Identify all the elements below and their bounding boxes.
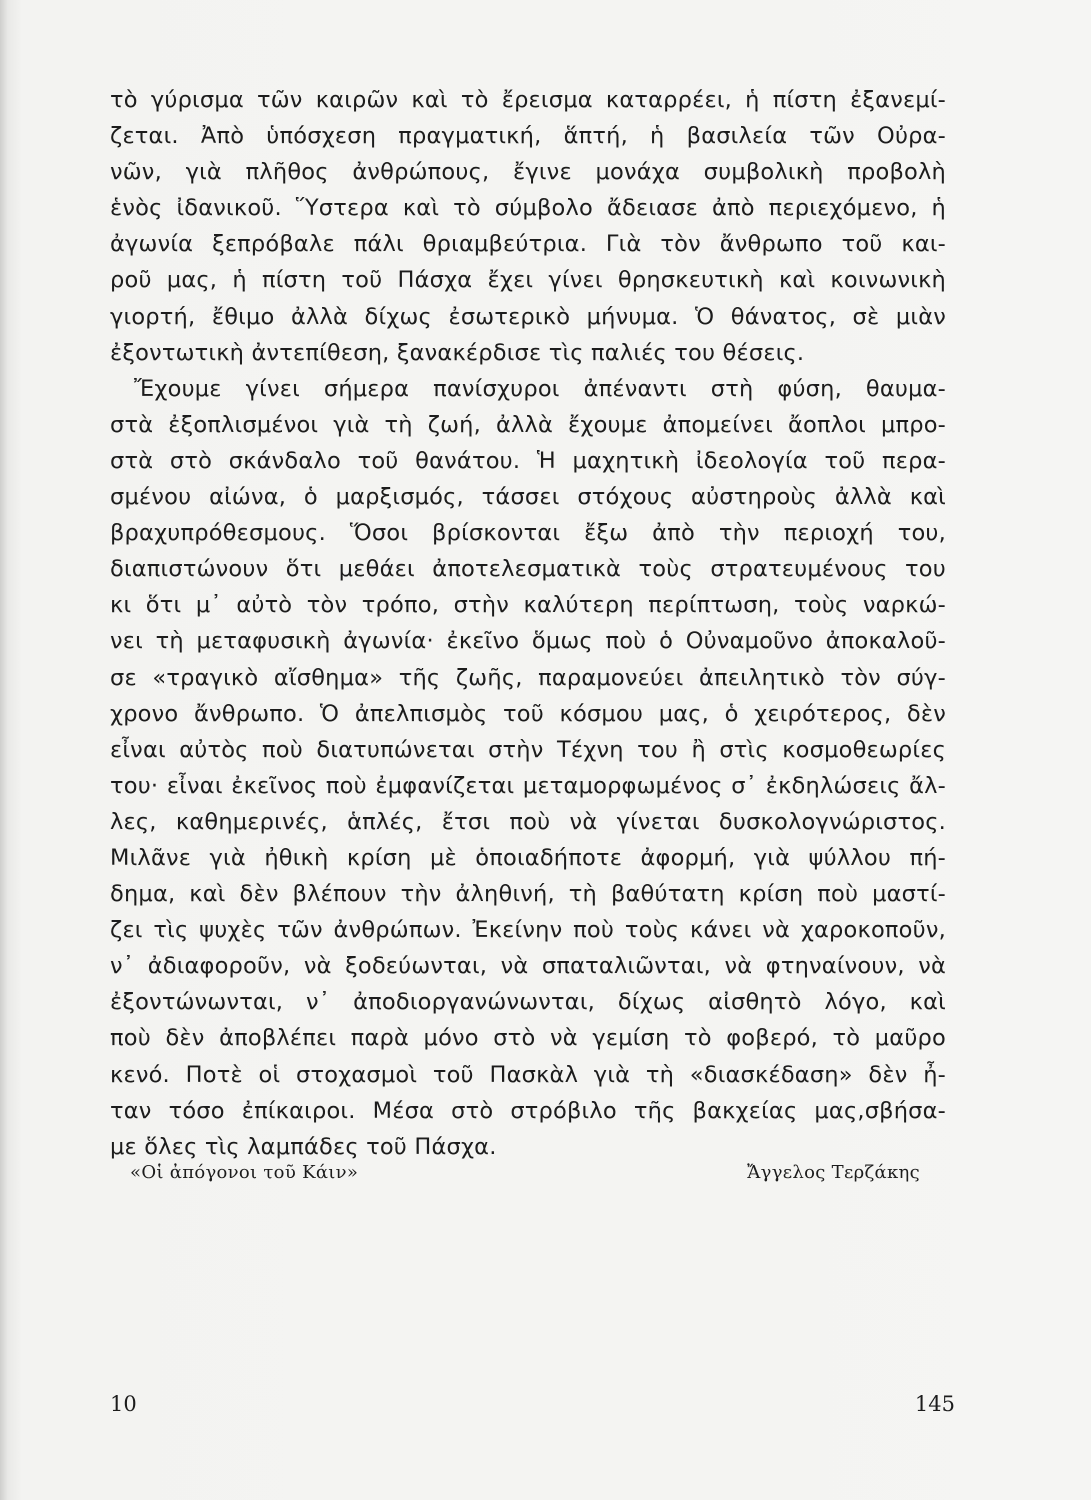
text-line: ἐξοντώνωνται, ν᾽ ἀποδιοργανώνωνται, δίχως αἰσθητὸ λόγο, καὶ [110,989,946,1016]
text-line: στὰ ἐξοπλισμένοι γιὰ τὴ ζωή, ἀλλὰ ἔχουμε ἀπομείνει ἄοπλοι μπρο- [110,411,946,438]
essay-body [110,82,946,1165]
text-line: ζεται. Ἀπὸ ὑπόσχεση πραγματική, ἅπτή, ἡ βασιλεία τῶν Οὐρα- [110,123,946,150]
text-line: ποὺ δὲν ἀποβλέπει παρὰ μόνο στὸ νὰ γεμίση τὸ φοβερό, τὸ μαῦρο [110,1025,946,1052]
text-line: νῶν, γιὰ πλῆθος ἀνθρώπους, ἔγινε μονάχα συμβολικὴ προβολὴ [110,159,946,186]
text-line: στὰ στὸ σκάνδαλο τοῦ θανάτου. Ἡ μαχητικὴ ἰδεολογία τοῦ περα- [110,447,946,474]
text-line: Ἔχουμε γίνει σήμερα πανίσχυροι ἀπέναντι στὴ φύση, θαυμα- [134,375,946,402]
text-line: ἀγωνία ξεπρόβαλε πάλι θριαμβεύτρια. Γιὰ τὸν ἄνθρωπο τοῦ και- [110,231,946,258]
text-line: ταν τόσο ἐπίκαιροι. Μέσα στὸ στρόβιλο τῆς βακχείας μας,σβήσα- [110,1097,946,1124]
text-line: βραχυπρόθεσμους. Ὅσοι βρίσκονται ἔξω ἀπὸ τὴν περιοχή του, [110,520,946,547]
text-line: εἶναι αὐτὸς ποὺ διατυπώνεται στὴν Τέχνη του ἢ στὶς κοσμοθεωρίες [110,736,946,763]
text-line: ἐξοντωτικὴ ἀντεπίθεση, ξανακέρδισε τὶς παλιές του θέσεις. [110,339,805,366]
text-line: τὸ γύρισμα τῶν καιρῶν καὶ τὸ ἔρεισμα καταρρέει, ἡ πίστη ἐξανεμί- [110,87,946,113]
text-line: του· εἶναι ἐκεῖνος ποὺ ἐμφανίζεται μεταμορφωμένος σ᾽ ἐκδηλώσεις ἄλ- [110,772,946,799]
attribution-row [130,1162,920,1192]
text-line: κι ὅτι μ᾽ αὐτὸ τὸν τρόπο, στὴν καλύτερη περίπτωση, τοὺς ναρκώ- [110,592,946,619]
text-line: δημα, καὶ δὲν βλέπουν τὴν ἀληθινή, τὴ βαθύτατη κρίση ποὺ μαστί- [110,881,946,908]
text-line: ἑνὸς ἰδανικοῦ. Ὕστερα καὶ τὸ σύμβολο ἄδειασε ἀπὸ περιεχόμενο, ἡ [110,195,946,222]
text-line: κενό. Ποτὲ οἱ στοχασμοὶ τοῦ Πασκὰλ γιὰ τὴ «διασκέδαση» δὲν ἦ- [110,1061,946,1088]
author-name: Ἄγγελος Τερζάκης [747,1162,920,1183]
source-title: «Οἱ ἀπόγονοι τοῦ Κάιν» [130,1162,359,1183]
text-line: γιορτή, ἔθιμο ἀλλὰ δίχως ἐσωτερικὸ μήνυμα. Ὁ θάνατος, σὲ μιὰν [110,303,946,330]
text-line: ροῦ μας, ἡ πίστη τοῦ Πάσχα ἔχει γίνει θρησκευτικὴ καὶ κοινωνικὴ [110,267,946,294]
text-line: Μιλᾶνε γιὰ ἠθικὴ κρίση μὲ ὁποιαδήποτε ἀφορμή, γιὰ ψύλλου πή- [110,844,946,871]
text-line: σε «τραγικὸ αἴσθημα» τῆς ζωῆς, παραμονεύει ἀπειλητικὸ τὸν σύγ- [110,664,946,691]
text-line: με ὅλες τὶς λαμπάδες τοῦ Πάσχα. [110,1133,497,1160]
text-line: ζει τὶς ψυχὲς τῶν ἀνθρώπων. Ἐκείνην ποὺ τοὺς κάνει νὰ χαροκοποῦν, [110,917,946,944]
page-number-left: 10 [110,1392,137,1416]
text-line: ν᾽ ἀδιαφοροῦν, νὰ ξοδεύωνται, νὰ σπαταλιῶνται, νὰ φτηναίνουν, νὰ [110,953,946,980]
page-number-right: 145 [914,1392,955,1416]
text-line: λες, καθημερινές, ἁπλές, ἔτσι ποὺ νὰ γίνεται δυσκολογνώριστος. [110,808,946,835]
text-line: διαπιστώνουν ὅτι μεθάει ἀποτελεσματικὰ τοὺς στρατευμένους του [110,556,946,583]
text-line: χρονο ἄνθρωπο. Ὁ ἀπελπισμὸς τοῦ κόσμου μας, ὁ χειρότερος, δὲν [110,700,946,727]
text-line: νει τὴ μεταφυσικὴ ἀγωνία· ἐκεῖνο ὅμως ποὺ ὁ Οὐναμοῦνο ἀποκαλοῦ- [110,628,946,655]
text-line: σμένου αἰώνα, ὁ μαρξισμός, τάσσει στόχους αὐστηροὺς ἀλλὰ καὶ [110,484,946,511]
